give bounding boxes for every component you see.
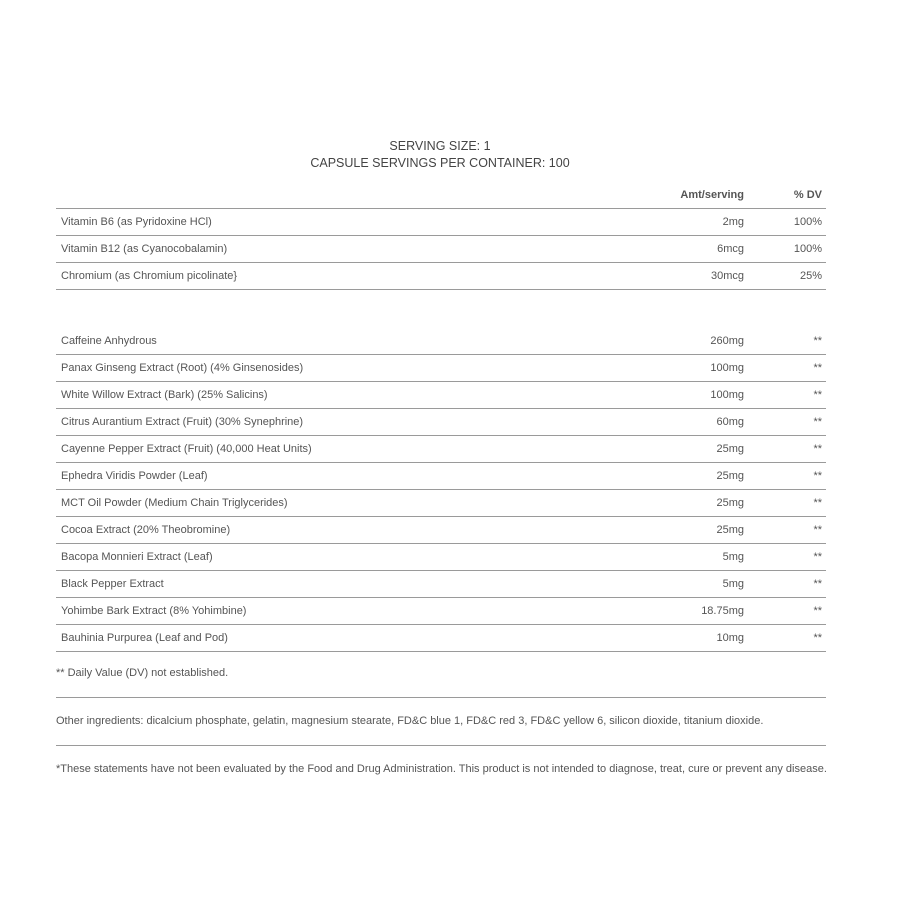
amt-serving-header: Amt/serving [680, 189, 744, 201]
ingredient-dv: ** [813, 497, 822, 509]
ingredient-dv: ** [813, 362, 822, 374]
table-header-row [56, 185, 826, 209]
ingredient-amount: 100mg [710, 389, 744, 401]
ingredient-name: Yohimbe Bark Extract (8% Yohimbine) [61, 605, 247, 617]
ingredient-amount: 25mg [716, 524, 744, 536]
ingredient-amount: 5mg [722, 578, 744, 590]
ingredient-name: Caffeine Anhydrous [61, 335, 157, 347]
other-ingredients: Other ingredients: dicalcium phosphate, gelatin, magnesium stearate, FD&C blue 1, FD&C red 3, FD&C yellow 6, silicon dioxide, titanium dioxide. [56, 715, 764, 727]
ingredient-name: Vitamin B6 (as Pyridoxine HCl) [61, 216, 212, 228]
dv-header: % DV [793, 189, 822, 201]
ingredient-dv: ** [813, 443, 822, 455]
ingredient-dv: 100% [793, 216, 822, 228]
serving-info [0, 138, 880, 172]
ingredient-name: Black Pepper Extract [61, 578, 164, 590]
divider [56, 697, 826, 698]
ingredient-amount: 18.75mg [701, 605, 744, 617]
ingredient-amount: 25mg [716, 497, 744, 509]
ingredient-amount: 30mcg [710, 270, 744, 282]
ingredient-name: White Willow Extract (Bark) (25% Salicins) [61, 389, 268, 401]
ingredient-name: Vitamin B12 (as Cyanocobalamin) [61, 243, 228, 255]
fda-disclaimer: *These statements have not been evaluated by the Food and Drug Administration. This product is not intended to diagnose, treat, cure or prevent any disease. [56, 763, 827, 775]
ingredient-dv: ** [813, 335, 822, 347]
ingredient-name: Cayenne Pepper Extract (Fruit) (40,000 Heat Units) [61, 443, 312, 455]
table-row [56, 409, 826, 436]
table-row [56, 355, 826, 382]
ingredient-dv: ** [813, 416, 822, 428]
table-row [56, 328, 826, 355]
ingredients-table [56, 328, 826, 652]
table-row [56, 598, 826, 625]
divider [56, 745, 826, 746]
ingredient-dv: 100% [793, 243, 822, 255]
ingredient-dv: ** [813, 578, 822, 590]
ingredient-amount: 100mg [710, 362, 744, 374]
ingredient-name: Bacopa Monnieri Extract (Leaf) [61, 551, 213, 563]
table-row [56, 236, 826, 263]
ingredient-dv: ** [813, 389, 822, 401]
ingredient-name: MCT Oil Powder (Medium Chain Triglycerides) [61, 497, 288, 509]
ingredient-name: Ephedra Viridis Powder (Leaf) [61, 470, 208, 482]
ingredient-dv: ** [813, 632, 822, 644]
table-row [56, 544, 826, 571]
ingredient-dv: ** [813, 470, 822, 482]
table-row [56, 517, 826, 544]
ingredient-name: Bauhinia Purpurea (Leaf and Pod) [61, 632, 228, 644]
table-row [56, 463, 826, 490]
table-row [56, 436, 826, 463]
ingredient-dv: ** [813, 524, 822, 536]
ingredient-name: Chromium (as Chromium picolinate} [61, 270, 238, 282]
ingredient-amount: 25mg [716, 443, 744, 455]
ingredient-dv: ** [813, 605, 822, 617]
ingredient-dv: 25% [799, 270, 822, 282]
ingredient-dv: ** [813, 551, 822, 563]
table-row [56, 263, 826, 290]
table-row [56, 625, 826, 652]
vitamins-table [56, 185, 826, 290]
ingredient-amount: 25mg [716, 470, 744, 482]
serving-size: SERVING SIZE: 1 [389, 139, 491, 153]
ingredient-name: Cocoa Extract (20% Theobromine) [61, 524, 231, 536]
ingredient-amount: 10mg [716, 632, 744, 644]
table-row [56, 382, 826, 409]
ingredient-amount: 5mg [722, 551, 744, 563]
ingredient-amount: 60mg [716, 416, 744, 428]
table-row [56, 571, 826, 598]
dv-footnote: ** Daily Value (DV) not established. [56, 667, 229, 679]
ingredient-amount: 260mg [710, 335, 744, 347]
ingredient-amount: 2mg [722, 216, 744, 228]
ingredient-name: Panax Ginseng Extract (Root) (4% Ginsenosides) [61, 362, 304, 374]
servings-per-container: CAPSULE SERVINGS PER CONTAINER: 100 [310, 156, 570, 170]
table-row [56, 490, 826, 517]
ingredient-name: Citrus Aurantium Extract (Fruit) (30% Synephrine) [61, 416, 304, 428]
ingredient-amount: 6mcg [717, 243, 744, 255]
table-row [56, 209, 826, 236]
